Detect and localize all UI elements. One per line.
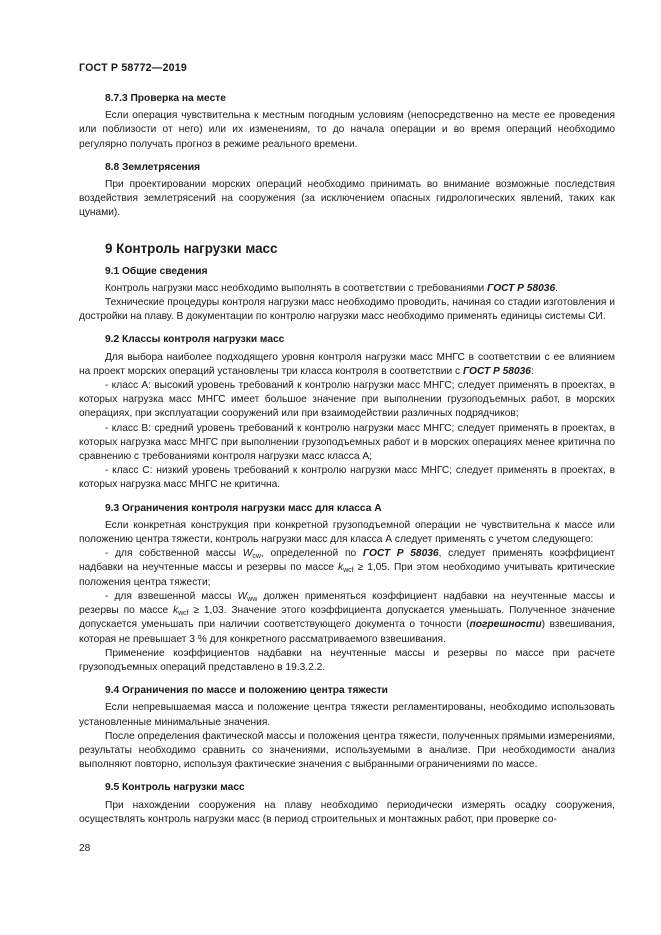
list-item: - класс А: высокий уровень требований к контролю нагрузки масс МНГС; следует применять в проектах, в которых нагрузка масс МНГС имеет большое значение при выполнении грузоподъемных работ, в морских операциях, при эксплуатации сооружений или при взаимодействии различных подрядчиков; — [79, 380, 615, 420]
emphasis: погрешности — [469, 619, 542, 631]
standard-header: ГОСТ Р 58772—2019 — [79, 62, 187, 74]
section-heading: 9.5 Контроль нагрузки масс — [105, 782, 245, 794]
list-item: - класс С: низкий уровень требований к контролю нагрузки масс МНГС; следует применять в проектах, в которых нагрузка масс МНГС не критична. — [79, 465, 615, 491]
section-9-3 — [79, 502, 615, 675]
section-heading: 9.1 Общие сведения — [105, 265, 208, 277]
section-9-2 — [79, 333, 615, 492]
section-heading: 9.2 Классы контроля нагрузки масс — [105, 334, 285, 346]
section-heading: 9.3 Ограничения контроля нагрузки масс для класса А — [105, 502, 382, 514]
section-9-5 — [79, 781, 615, 827]
symbol: k — [338, 562, 344, 574]
paragraph: Контроль нагрузки масс необходимо выполнять в соответствии с требованиями ГОСТ Р 58036. — [105, 282, 558, 294]
section-8-8 — [79, 161, 615, 221]
paragraph: Если непревышаемая масса и положение центра тяжести регламентированы, необходимо использовать установленные минимальные значения. — [79, 702, 615, 728]
section-9-1 — [79, 265, 615, 325]
section-heading: 9.4 Ограничения по массе и положению центра тяжести — [105, 685, 388, 697]
symbol: W — [242, 548, 253, 560]
list-item: - для собственной массы $W_{cw}$, определенной по ГОСТ Р 58036, следует применять коэффициент надбавки на неучтенные массы и резервы по массе $k_{wcf} \ge 1,05$. При этом необходимо учитывать критические положения центра тяжести; — [79, 548, 615, 588]
section-9-4 — [79, 684, 615, 772]
symbol: k — [172, 605, 179, 617]
paragraph: Для выбора наиболее подходящего уровня контроля нагрузки масс МНГС в соответствии с ее влиянием на проект морских операций установлены три класса контроля в соответствии с ГОСТ Р 58036: — [79, 351, 615, 377]
paragraph: При нахождении сооружения на плаву необходимо периодически измерять осадку сооружения, осуществлять контроль нагрузки масс (в период строительных и монтажных работ, при проверке со- — [79, 799, 615, 825]
standard-reference: ГОСТ Р 58036 — [487, 282, 556, 294]
paragraph: Если конкретная конструкция при конкретной грузоподъемной операции не чувствительна к массе или положению центра тяжести, контроль нагрузки масс для класса А следует применять с учетом следующего: — [79, 519, 615, 546]
page-number: 28 — [79, 843, 91, 854]
standard-reference: ГОСТ Р 58036 — [362, 548, 439, 560]
section-heading: 8.8 Землетрясения — [105, 161, 201, 173]
symbol: W — [237, 590, 248, 602]
paragraph: Если операция чувствительна к местным погодным условиям (непосредственно на месте ее проведения или поблизости от него) или их изменениям, то до начала операции и во время операций необходимо регулярно получать прогноз в режиме реального времени. — [79, 110, 615, 150]
section-8-7-3 — [79, 92, 615, 152]
chapter-heading: 9 Контроль нагрузки масс — [105, 240, 278, 256]
page-content — [79, 92, 615, 827]
paragraph: При проектировании морских операций необходимо принимать во внимание возможные последствия воздействия землетрясений на сооружения (за исключением опасных гидрологических явлений, таких как цунами). — [79, 179, 615, 219]
paragraph: Применение коэффициентов надбавки на неучтенные массы и резервы по массе при расчете грузоподъемных операций представлено в 19.3.2.2. — [79, 647, 615, 673]
paragraph: После определения фактической массы и положения центра тяжести, полученных прямыми измерениями, результаты необходимо сравнить со значениями, используемыми в анализе. При необходимости анализ выполняют повторно, используя фактические значения с выбранными ограничениями по массе. — [79, 730, 615, 771]
list-item: - класс В: средний уровень требований к контролю нагрузки масс МНГС; следует применять в проектах, в которых нагрузка масс МНГС при выполнении грузоподъемных работ и в морских операциях менее критична по сравнению с требованиями контроля нагрузки масс класса А; — [79, 422, 615, 463]
section-9 — [79, 240, 615, 258]
list-item: - для взвешенной массы $W_{ww}$ должен применяться коэффициент надбавки на неучтенные массы и резервы по массе $k_{wcf} \ge 1,03$. Значение этого коэффициента допускается уменьшать. Полученное значение допускается уменьшать при наличии соответствующего документа о точности (погрешности) взвешивания, которая не превышает 3 % для конкретного рассматриваемого взвешивания. — [79, 590, 615, 645]
standard-reference: ГОСТ Р 58036 — [462, 365, 531, 377]
section-heading: 8.7.3 Проверка на месте — [105, 93, 226, 104]
paragraph: Технические процедуры контроля нагрузки масс необходимо проводить, начиная со стадии изготовления и достройки на плаву. В документации по контролю нагрузки масс необходимо применять единицы системы СИ. — [79, 297, 615, 323]
